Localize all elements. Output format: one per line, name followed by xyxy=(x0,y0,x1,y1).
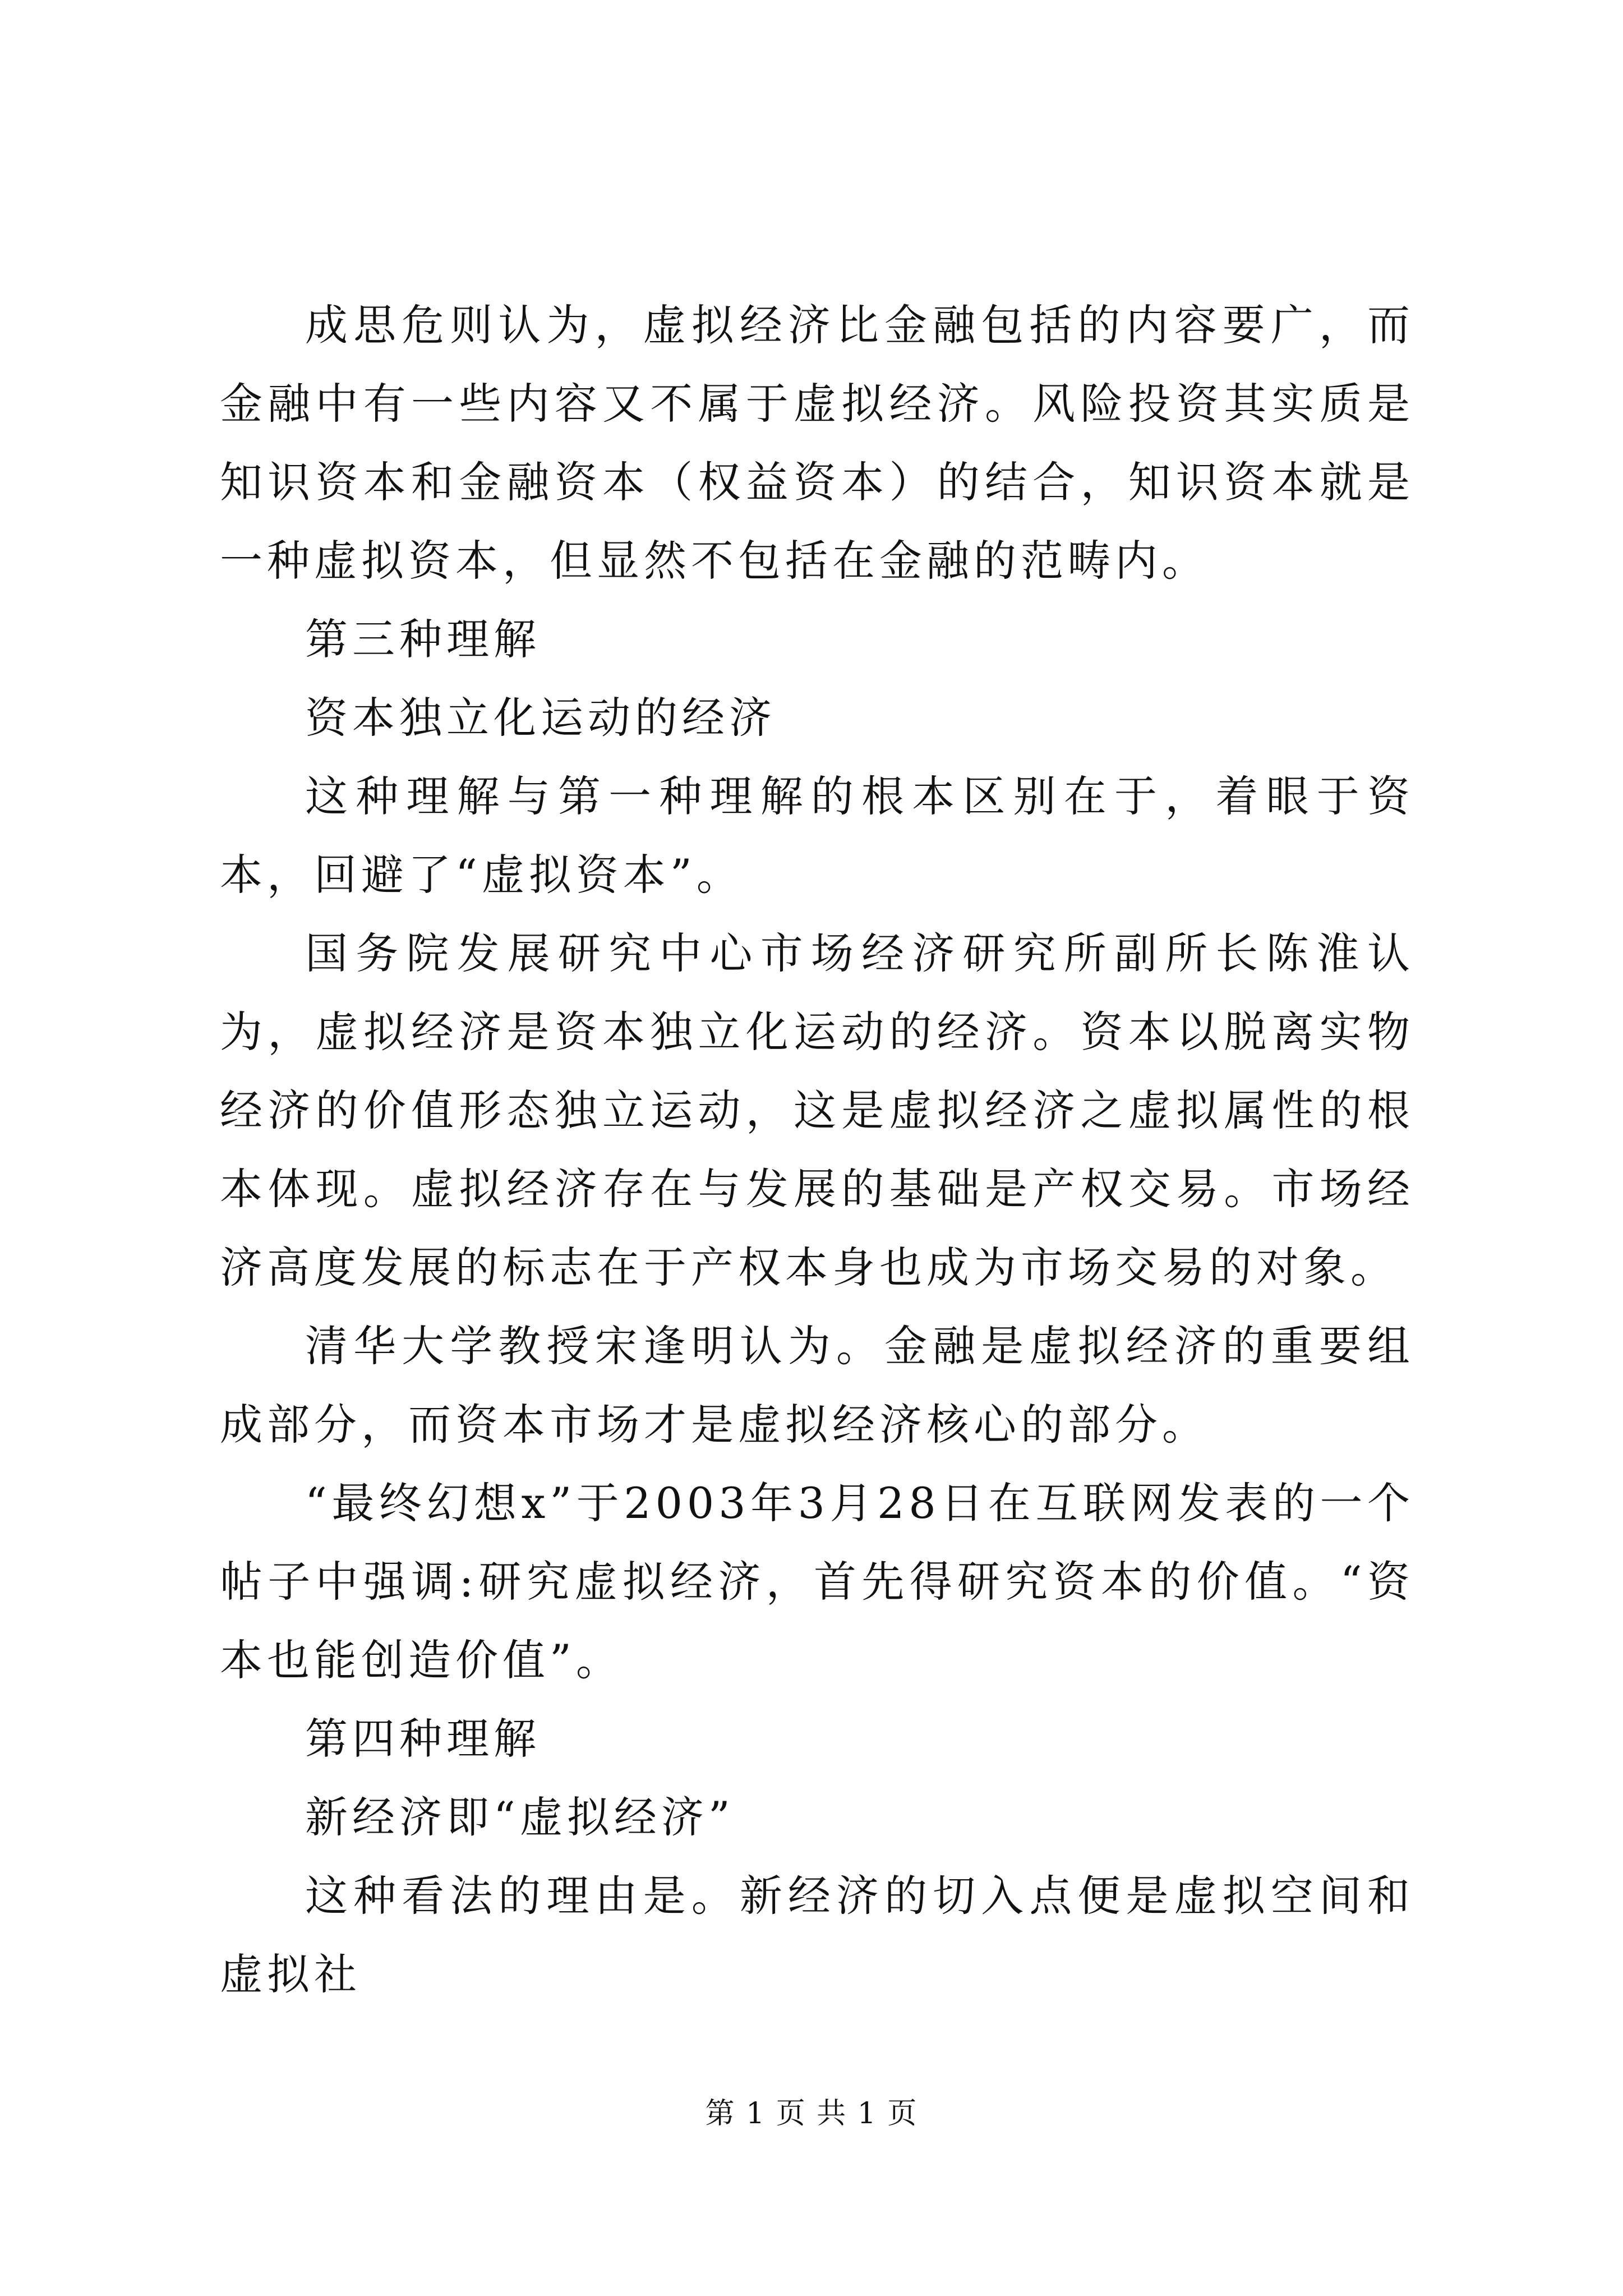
paragraph-difference-first-understanding: 这种理解与第一种理解的根本区别在于，着眼于资本，回避了“虚拟资本”。 xyxy=(220,771,1414,900)
paragraph-chen-huai: 国务院发展研究中心市场经济研究所副所长陈淮认为，虚拟经济是资本独立化运动的经济。资本以脱离实物经济的价值形态独立运动，这是虚拟经济之虚拟属性的根本体现。虚拟经济存在与发展的基础是产权交易。市场经济高度发展的标志在于产权本身也成为市场交易的对象。 xyxy=(220,928,1414,1292)
subheading-capital-independent-movement: 资本独立化运动的经济 xyxy=(305,693,776,743)
subheading-new-economy: 新经济即“虚拟经济” xyxy=(305,1792,735,1842)
page-footer: 第 1 页 共 1 页 xyxy=(705,2097,918,2131)
paragraph-song-fengming: 清华大学教授宋逢明认为。金融是虚拟经济的重要组成部分，而资本市场才是虚拟经济核心的部分。 xyxy=(220,1321,1414,1450)
heading-fourth-understanding: 第四种理解 xyxy=(305,1714,541,1764)
document-body xyxy=(220,286,1414,2014)
paragraph-final-fantasy-post: “最终幻想x”于2003年3月28日在互联网发表的一个帖子中强调:研究虚拟经济，首先得研究资本的价值。“资本也能创造价值”。 xyxy=(220,1478,1414,1685)
paragraph-cheng-siwei: 成思危则认为，虚拟经济比金融包括的内容要广，而金融中有一些内容又不属于虚拟经济。风险投资其实质是知识资本和金融资本（权益资本）的结合，知识资本就是一种虚拟资本，但显然不包括在金融的范畴内。 xyxy=(220,300,1414,586)
heading-third-understanding: 第三种理解 xyxy=(305,614,541,664)
paragraph-new-economy-reason: 这种看法的理由是。新经济的切入点便是虚拟空间和虚拟社 xyxy=(220,1871,1414,1999)
